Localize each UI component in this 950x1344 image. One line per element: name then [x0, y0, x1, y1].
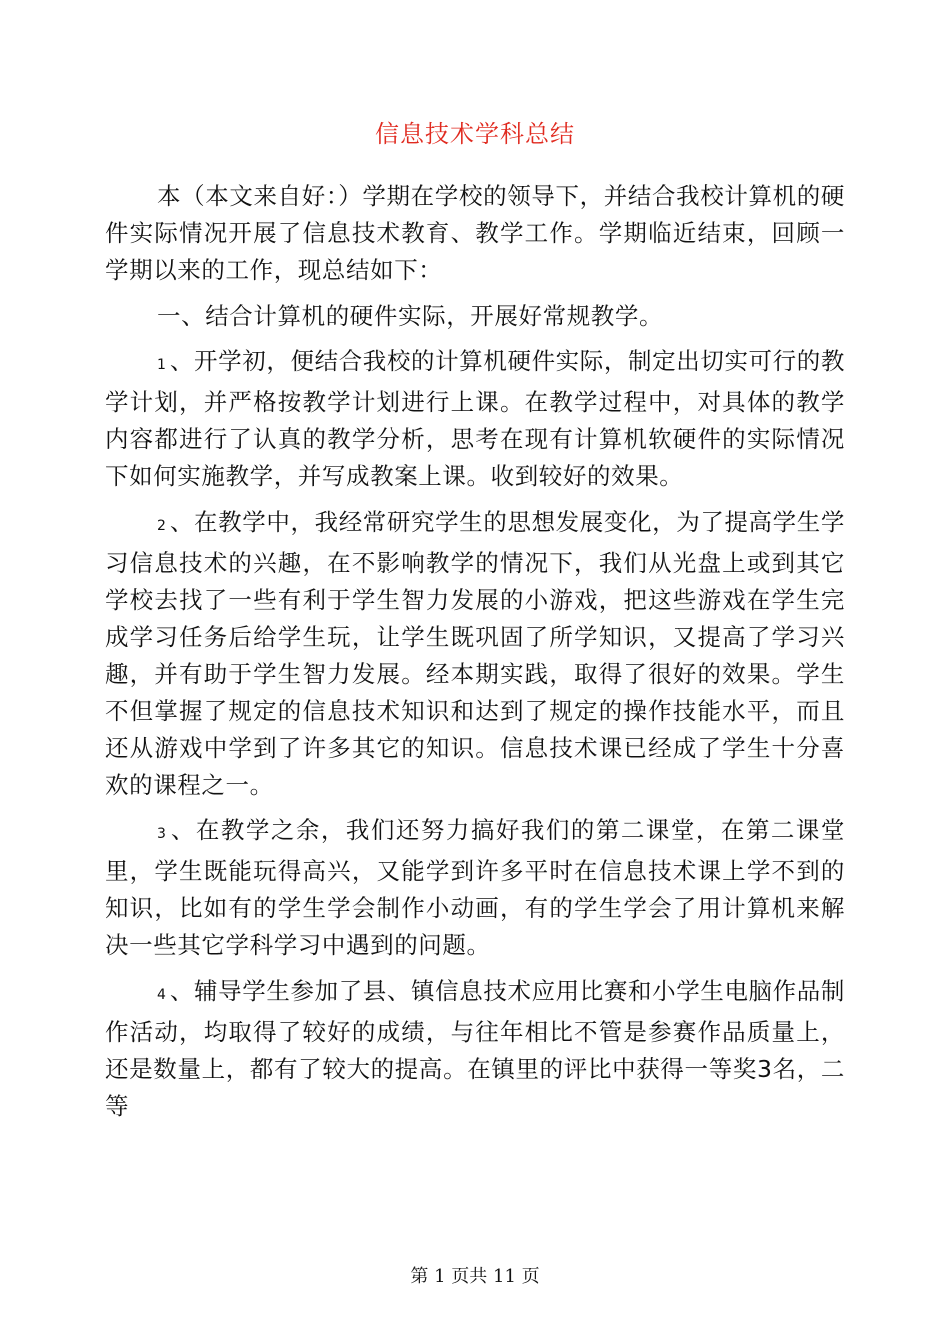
paragraph-item-2 — [105, 504, 845, 804]
paragraph-text: 、开学初，便结合我校的计算机硬件实际，制定出切实可行的教学计划，并严格按教学计划进行上课。在教学过程中，对具体的教学内容都进行了认真的教学分析，思考在现有计算机软硬件的实际情况下如何实施教学，并写成教案上课。收到较好的效果。 — [105, 347, 845, 490]
paragraph-text: 、在教学之余，我们还努力搞好我们的第二课堂，在第二课堂里，学生既能玩得高兴，又能学到许多平时在信息技术课上学不到的知识，比如有的学生学会制作小动画，有的学生学会了用计算机来解决一些其它学科学习中遇到的问题。 — [105, 816, 845, 959]
paragraph-item-3 — [105, 812, 845, 964]
paragraph-text: 本（本文来自好：）学期在学校的领导下，并结合我校计算机的硬件实际情况开展了信息技术教育、教学工作。学期临近结束，回顾一学期以来的工作，现总结如下： — [105, 182, 845, 284]
document-title: 信息技术学科总结 — [375, 120, 575, 148]
section-heading-text: 一、结合计算机的硬件实际，开展好常规教学。 — [157, 301, 664, 330]
section-heading — [105, 298, 845, 335]
item-number: 3 — [157, 826, 166, 842]
item-number: 2 — [157, 517, 166, 534]
paragraph-item-4 — [105, 973, 845, 1125]
paragraph-text: 、在教学中，我经常研究学生的思想发展变化，为了提高学生学习信息技术的兴趣，在不影响教学的情况下，我们从光盘上或到其它学校去找了一些有利于学生智力发展的小游戏，把这些游戏在学生完成学习任务后给学生玩，让学生既巩固了所学知识，又提高了学习兴趣，并有助于学生智力发展。经本期实践，取得了很好的效果。学生不但掌握了规定的信息技术知识和达到了规定的操作技能水平，而且还从游戏中学到了许多其它的知识。信息技术课已经成了学生十分喜欢的课程之一。 — [105, 507, 845, 799]
paragraph-intro — [105, 178, 845, 289]
item-number: 1 — [157, 357, 166, 373]
page-footer: 第 1 页共 11 页 — [410, 1266, 540, 1287]
item-number: 4 — [157, 986, 166, 1003]
paragraph-item-1 — [105, 343, 845, 495]
paragraph-text: 、辅导学生参加了县、镇信息技术应用比赛和小学生电脑作品制作活动，均取得了较好的成绩，与往年相比不管是参赛作品质量上，还是数量上，都有了较大的提高。在镇里的评比中获得一等奖3名，二等 — [105, 976, 845, 1120]
document-body — [105, 178, 845, 1133]
